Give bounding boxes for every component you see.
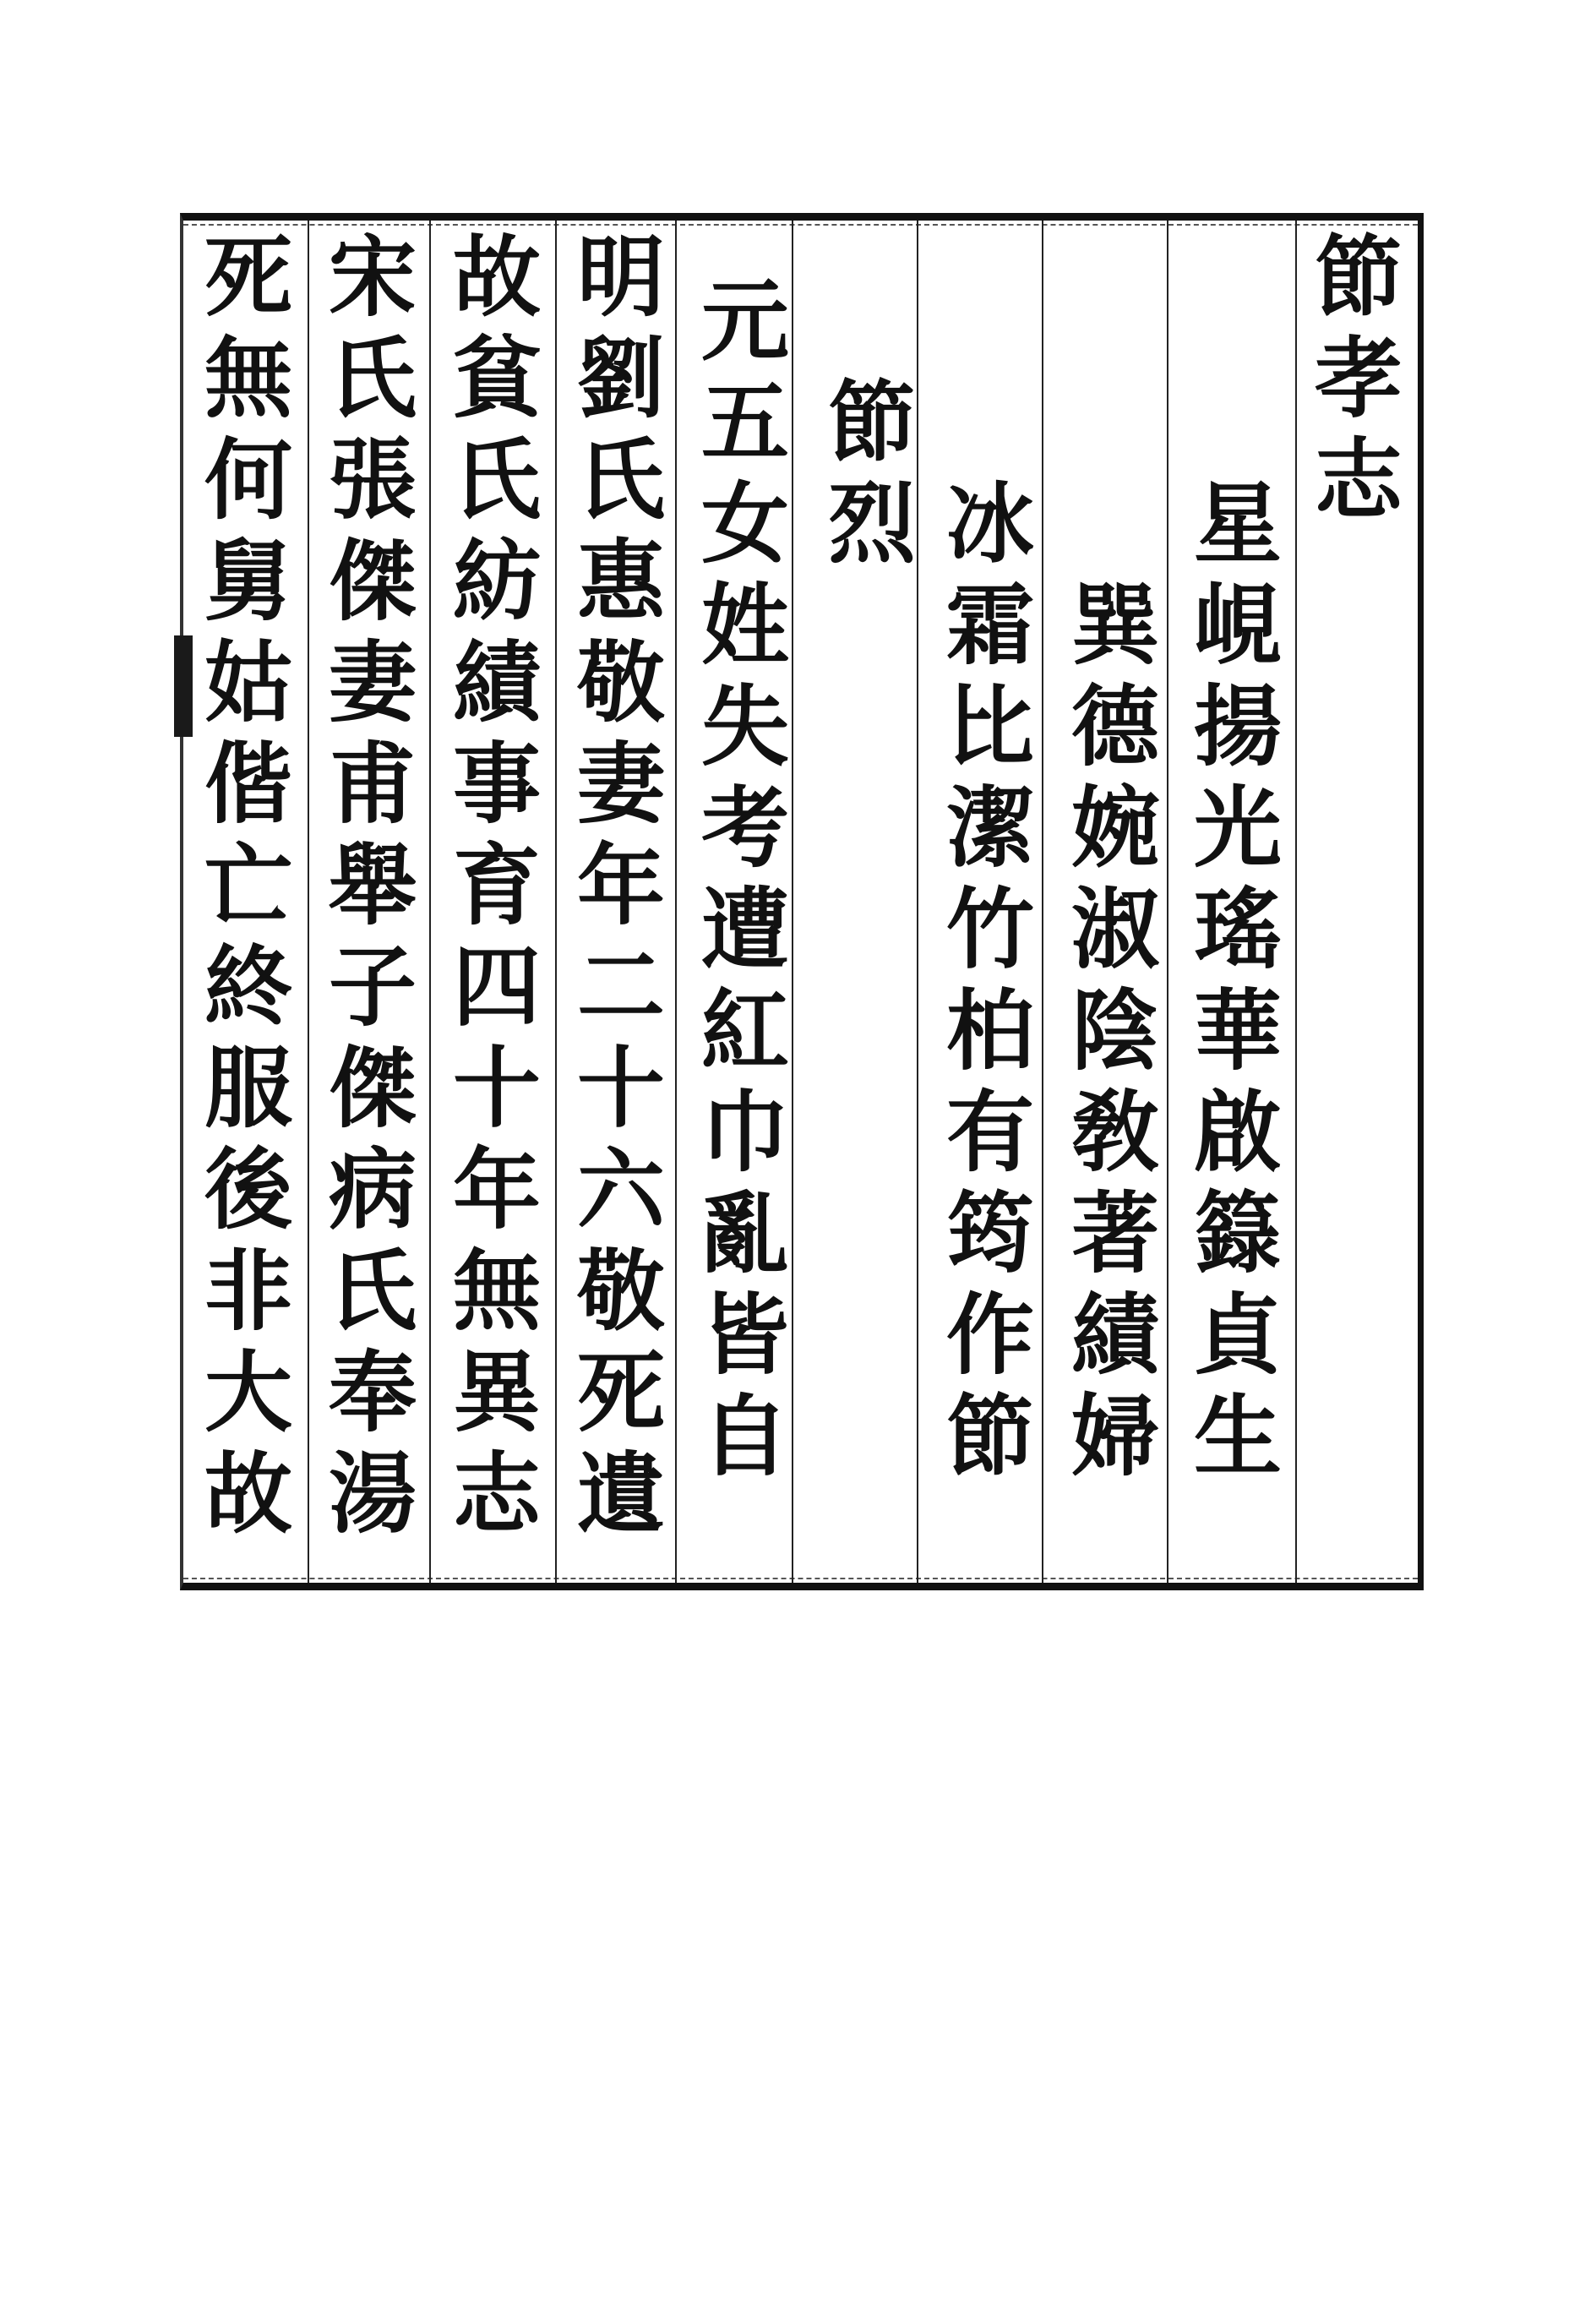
glyph: 有 [945, 1080, 1034, 1184]
glyph: 德 [1070, 674, 1159, 778]
glyph: 後 [204, 1137, 292, 1241]
glyph: 姓 [700, 573, 789, 677]
glyph: 年 [452, 1137, 541, 1241]
glyph: 紡 [452, 529, 541, 633]
text-column [193, 226, 303, 1579]
glyph: 陰 [1070, 979, 1159, 1082]
glyph: 氏 [328, 1239, 417, 1343]
glyph: 舉 [328, 833, 417, 937]
glyph: 淑 [1070, 877, 1159, 981]
glyph: 巽 [1070, 573, 1159, 677]
glyph: 傑 [328, 1036, 417, 1140]
glyph: 死 [204, 225, 292, 329]
glyph: 病 [328, 1137, 417, 1241]
glyph: 奉 [328, 1340, 417, 1444]
glyph: 皆 [700, 1283, 789, 1387]
text-column [935, 473, 1045, 1825]
glyph: 無 [204, 326, 292, 430]
glyph: 劉 [576, 326, 665, 430]
text-column [566, 226, 676, 1579]
glyph: 服 [204, 1036, 292, 1140]
column-rule [429, 221, 431, 1583]
glyph: 子 [328, 935, 417, 1039]
glyph: 華 [1193, 979, 1282, 1082]
glyph: 故 [204, 1442, 292, 1546]
glyph: 光 [1193, 776, 1282, 880]
glyph: 育 [452, 833, 541, 937]
glyph: 孝 [1314, 326, 1403, 430]
glyph: 敬 [576, 630, 665, 734]
section-title-column [1304, 226, 1414, 1579]
glyph: 偕 [204, 732, 292, 836]
glyph: 何 [204, 428, 292, 532]
glyph: 無 [452, 1239, 541, 1343]
glyph: 巾 [700, 1080, 789, 1184]
glyph: 敎 [1070, 1080, 1159, 1184]
text-column [690, 270, 800, 1622]
glyph: 年 [576, 833, 665, 937]
glyph: 冰 [945, 472, 1034, 575]
glyph: 元 [700, 269, 789, 373]
glyph: 婦 [1070, 1384, 1159, 1488]
text-column [1183, 473, 1293, 1825]
glyph: 績 [1070, 1283, 1159, 1387]
glyph: 惠 [576, 529, 665, 633]
glyph: 姑 [204, 630, 292, 734]
column-rule [1295, 221, 1297, 1583]
glyph: 氏 [328, 326, 417, 430]
glyph: 作 [945, 1283, 1034, 1387]
glyph: 考 [700, 776, 789, 880]
glyph: 大 [204, 1340, 292, 1444]
subsection-heading-column [817, 372, 927, 1724]
glyph: 湯 [328, 1442, 417, 1546]
glyph: 五 [700, 370, 789, 474]
glyph: 女 [700, 472, 789, 575]
glyph: 星 [1193, 472, 1282, 575]
glyph: 貞 [1193, 1283, 1282, 1387]
glyph: 績 [452, 630, 541, 734]
glyph: 籙 [1193, 1181, 1282, 1285]
glyph: 二 [576, 935, 665, 1039]
glyph: 宋 [328, 225, 417, 329]
glyph: 十 [576, 1036, 665, 1140]
glyph: 四 [452, 935, 541, 1039]
glyph: 張 [328, 428, 417, 532]
glyph: 志 [1314, 428, 1403, 532]
glyph: 筠 [945, 1181, 1034, 1285]
glyph: 節 [827, 370, 916, 474]
glyph: 甫 [328, 732, 417, 836]
glyph: 節 [1314, 225, 1403, 329]
glyph: 死 [576, 1340, 665, 1444]
glyph: 遭 [700, 877, 789, 981]
glyph: 妻 [328, 630, 417, 734]
glyph: 非 [204, 1239, 292, 1343]
glyph: 霜 [945, 573, 1034, 677]
glyph: 啟 [1193, 1080, 1282, 1184]
glyph: 舅 [204, 529, 292, 633]
glyph: 貧 [452, 326, 541, 430]
glyph: 遺 [576, 1442, 665, 1546]
glyph: 柏 [945, 979, 1034, 1082]
glyph: 失 [700, 674, 789, 778]
binding-mark [174, 635, 193, 737]
glyph: 著 [1070, 1181, 1159, 1285]
glyph: 傑 [328, 529, 417, 633]
glyph: 終 [204, 935, 292, 1039]
glyph: 亂 [700, 1181, 789, 1285]
text-column [1060, 575, 1170, 1927]
glyph: 婉 [1070, 776, 1159, 880]
glyph: 生 [1193, 1384, 1282, 1488]
glyph: 瑤 [1193, 877, 1282, 981]
glyph: 故 [452, 225, 541, 329]
glyph: 明 [576, 225, 665, 329]
glyph: 志 [452, 1442, 541, 1546]
glyph: 峴 [1193, 573, 1282, 677]
glyph: 亡 [204, 833, 292, 937]
glyph: 六 [576, 1137, 665, 1241]
glyph: 竹 [945, 877, 1034, 981]
glyph: 揚 [1193, 674, 1282, 778]
glyph: 妻 [576, 732, 665, 836]
text-column [442, 226, 552, 1579]
glyph: 敬 [576, 1239, 665, 1343]
glyph: 烈 [827, 472, 916, 575]
column-rule [555, 221, 557, 1583]
glyph: 異 [452, 1340, 541, 1444]
glyph: 十 [452, 1036, 541, 1140]
glyph: 自 [700, 1384, 789, 1488]
glyph: 比 [945, 674, 1034, 778]
column-rule [308, 221, 309, 1583]
glyph: 潔 [945, 776, 1034, 880]
glyph: 紅 [700, 979, 789, 1082]
glyph: 氏 [452, 428, 541, 532]
text-column [318, 226, 428, 1579]
glyph: 事 [452, 732, 541, 836]
glyph: 氏 [576, 428, 665, 532]
glyph: 節 [945, 1384, 1034, 1488]
